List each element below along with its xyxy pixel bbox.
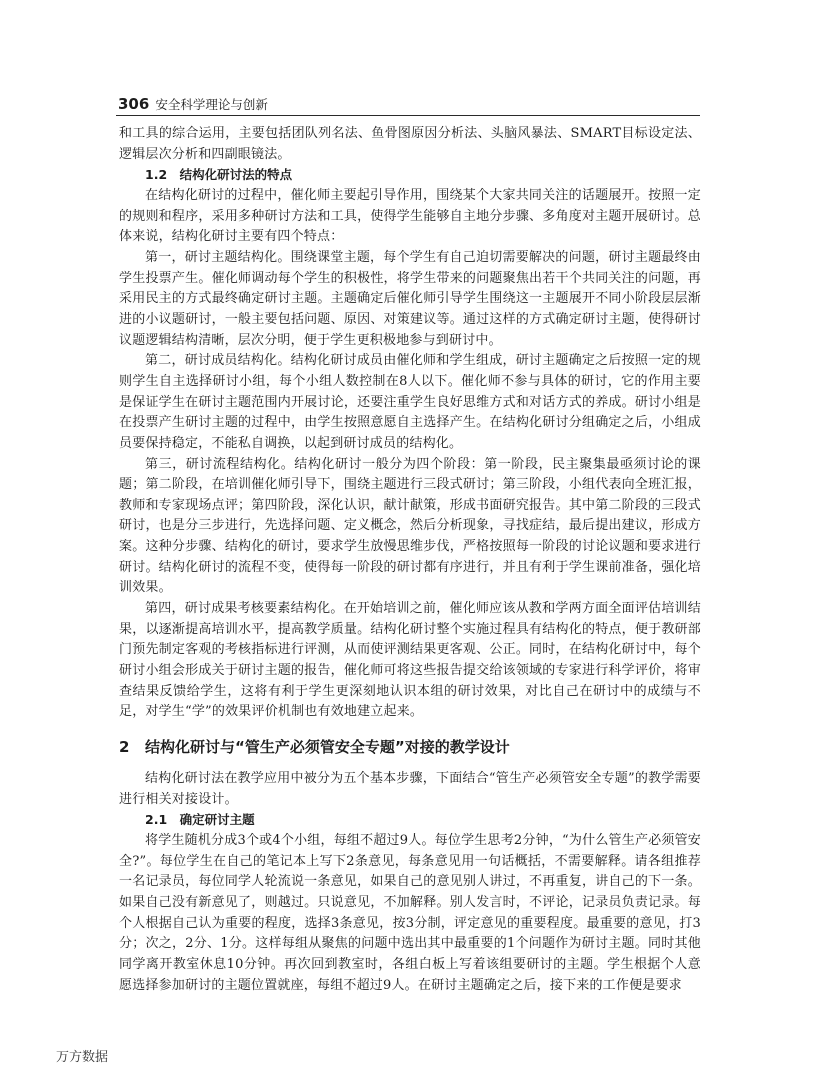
section-heading-1-2: 1.2 结构化研讨法的特点 bbox=[145, 167, 293, 183]
paragraph: 第二，研讨成员结构化。结构化研讨成员由催化师和学生组成，研讨主题确定之后按照一定的规则学生自主选择研讨小组，每个小组人数控制在8人以下。催化师不参与具体的研讨，它的作用主要是保证学生在研讨主题范围内开展讨论，还要注重学生良好思维方式和对话方式的养成。研讨小组是在投票产生研讨主题的过程中，由学生按照意愿自主选择产生。在结构化研讨分组确定之后，小组成员要保持稳定，不能私自调换，以起到研讨成员的结构化。 bbox=[119, 353, 701, 451]
page-number: 306 bbox=[118, 95, 150, 113]
section-heading-2 bbox=[119, 737, 701, 757]
book-title: 安全科学理论与创新 bbox=[155, 97, 268, 112]
section-number: 2 bbox=[119, 738, 130, 757]
paragraph: 第三，研讨流程结构化。结构化研讨一般分为四个阶段：第一阶段，民主聚集最亟须讨论的课题；第二阶段，在培训催化师引导下，围绕主题进行三段式研讨；第三阶段，小组代表向全班汇报，教师和专家现场点评；第四阶段，深化认识，献计献策，形成书面研究报告。其中第二阶段的三段式研讨，也是分三步进行，先选择问题、定义概念，然后分析现象，寻找症结，最后提出建议，形成方案。这种分步骤、结构化的研讨，要求学生放慢思维步伐，严格按照每一阶段的讨论议题和要求进行研讨。结构化研讨的流程不变，使得每一阶段的研讨都有序进行，并且有利于学生课前准备，强化培训效果。 bbox=[119, 456, 701, 596]
paragraph-continued: 和工具的综合运用，主要包括团队列名法、鱼骨图原因分析法、头脑风暴法、SMART目标设定法、逻辑层次分析和四副眼镜法。 bbox=[119, 126, 701, 162]
page-body bbox=[119, 124, 701, 996]
header-rule bbox=[116, 115, 700, 116]
paragraph: 将学生随机分成3个或4个小组，每组不超过9人。每位学生思考2分钟，“为什么管生产必须管安全?”。每位学生在自己的笔记本上写下2条意见，每条意见用一句话概括，不需要解释。请各组推荐一名记录员，每位同学人轮流说一条意见，如果自己的意见别人讲过，不再重复，讲自己的下一条。如果自己没有新意见了，则越过。只说意见，不加解释。别人发言时，不评论，记录员负责记录。每个人根据自己认为重要的程度，选择3条意见，按3分制，评定意见的重要程度。最重要的意见，打3分；次之，2分、1分。这样每组从聚焦的问题中选出其中最重要的1个问题作为研讨主题。同时其他同学离开教室休息10分钟。再次回到教室时，各组白板上写着该组要研讨的主题。学生根据个人意愿选择参加研讨的主题位置就座，每组不超过9人。在研讨主题确定之后，接下来的工作便是要求 bbox=[119, 833, 701, 993]
paragraph: 结构化研讨法在教学应用中被分为五个基本步骤，下面结合“管生产必须管安全专题”的教学需要进行相关对接设计。 bbox=[119, 771, 701, 807]
paragraph: 第四，研讨成果考核要素结构化。在开始培训之前，催化师应该从教和学两方面全面评估培训结果，以逐渐提高培训水平，提高教学质量。结构化研讨整个实施过程具有结构化的特点，便于教研部门预先制定客观的考核指标进行评测，从而使评测结果更客观、公正。同时，在结构化研讨中，每个研讨小组会形成关于研讨主题的报告，催化师可将这些报告提交给该领域的专家进行科学评价，将审查结果反馈给学生，这将有利于学生更深刻地认识本组的研讨效果，对比自己在研讨中的成绩与不足，对学生“学”的效果评价机制也有效地建立起来。 bbox=[119, 601, 701, 720]
section-heading-2-1: 2.1 确定研讨主题 bbox=[145, 812, 255, 828]
watermark-text: 万方数据 bbox=[56, 1050, 109, 1065]
section-title: 结构化研讨与“管生产必须管安全专题”对接的教学设计 bbox=[145, 738, 510, 757]
paragraph: 第一，研讨主题结构化。围绕课堂主题，每个学生有自己迫切需要解决的问题，研讨主题最终由学生投票产生。催化师调动每个学生的积极性，将学生带来的问题聚焦出若干个共同关注的问题，再采用民主的方式最终确定研讨主题。主题确定后催化师引导学生围绕这一主题展开不同小阶段层层渐进的小议题研讨，一般主要包括问题、原因、对策建议等。通过这样的方式确定研讨主题，使得研讨议题逻辑结构清晰，层次分明，便于学生更积极地参与到研讨中。 bbox=[119, 249, 701, 348]
paragraph: 在结构化研讨的过程中，催化师主要起引导作用，围绕某个大家共同关注的话题展开。按照一定的规则和程序，采用多种研讨方法和工具，使得学生能够自主地分步骤、多角度对主题开展研讨。总体来说，结构化研讨主要有四个特点： bbox=[119, 187, 701, 245]
running-header bbox=[118, 95, 700, 113]
